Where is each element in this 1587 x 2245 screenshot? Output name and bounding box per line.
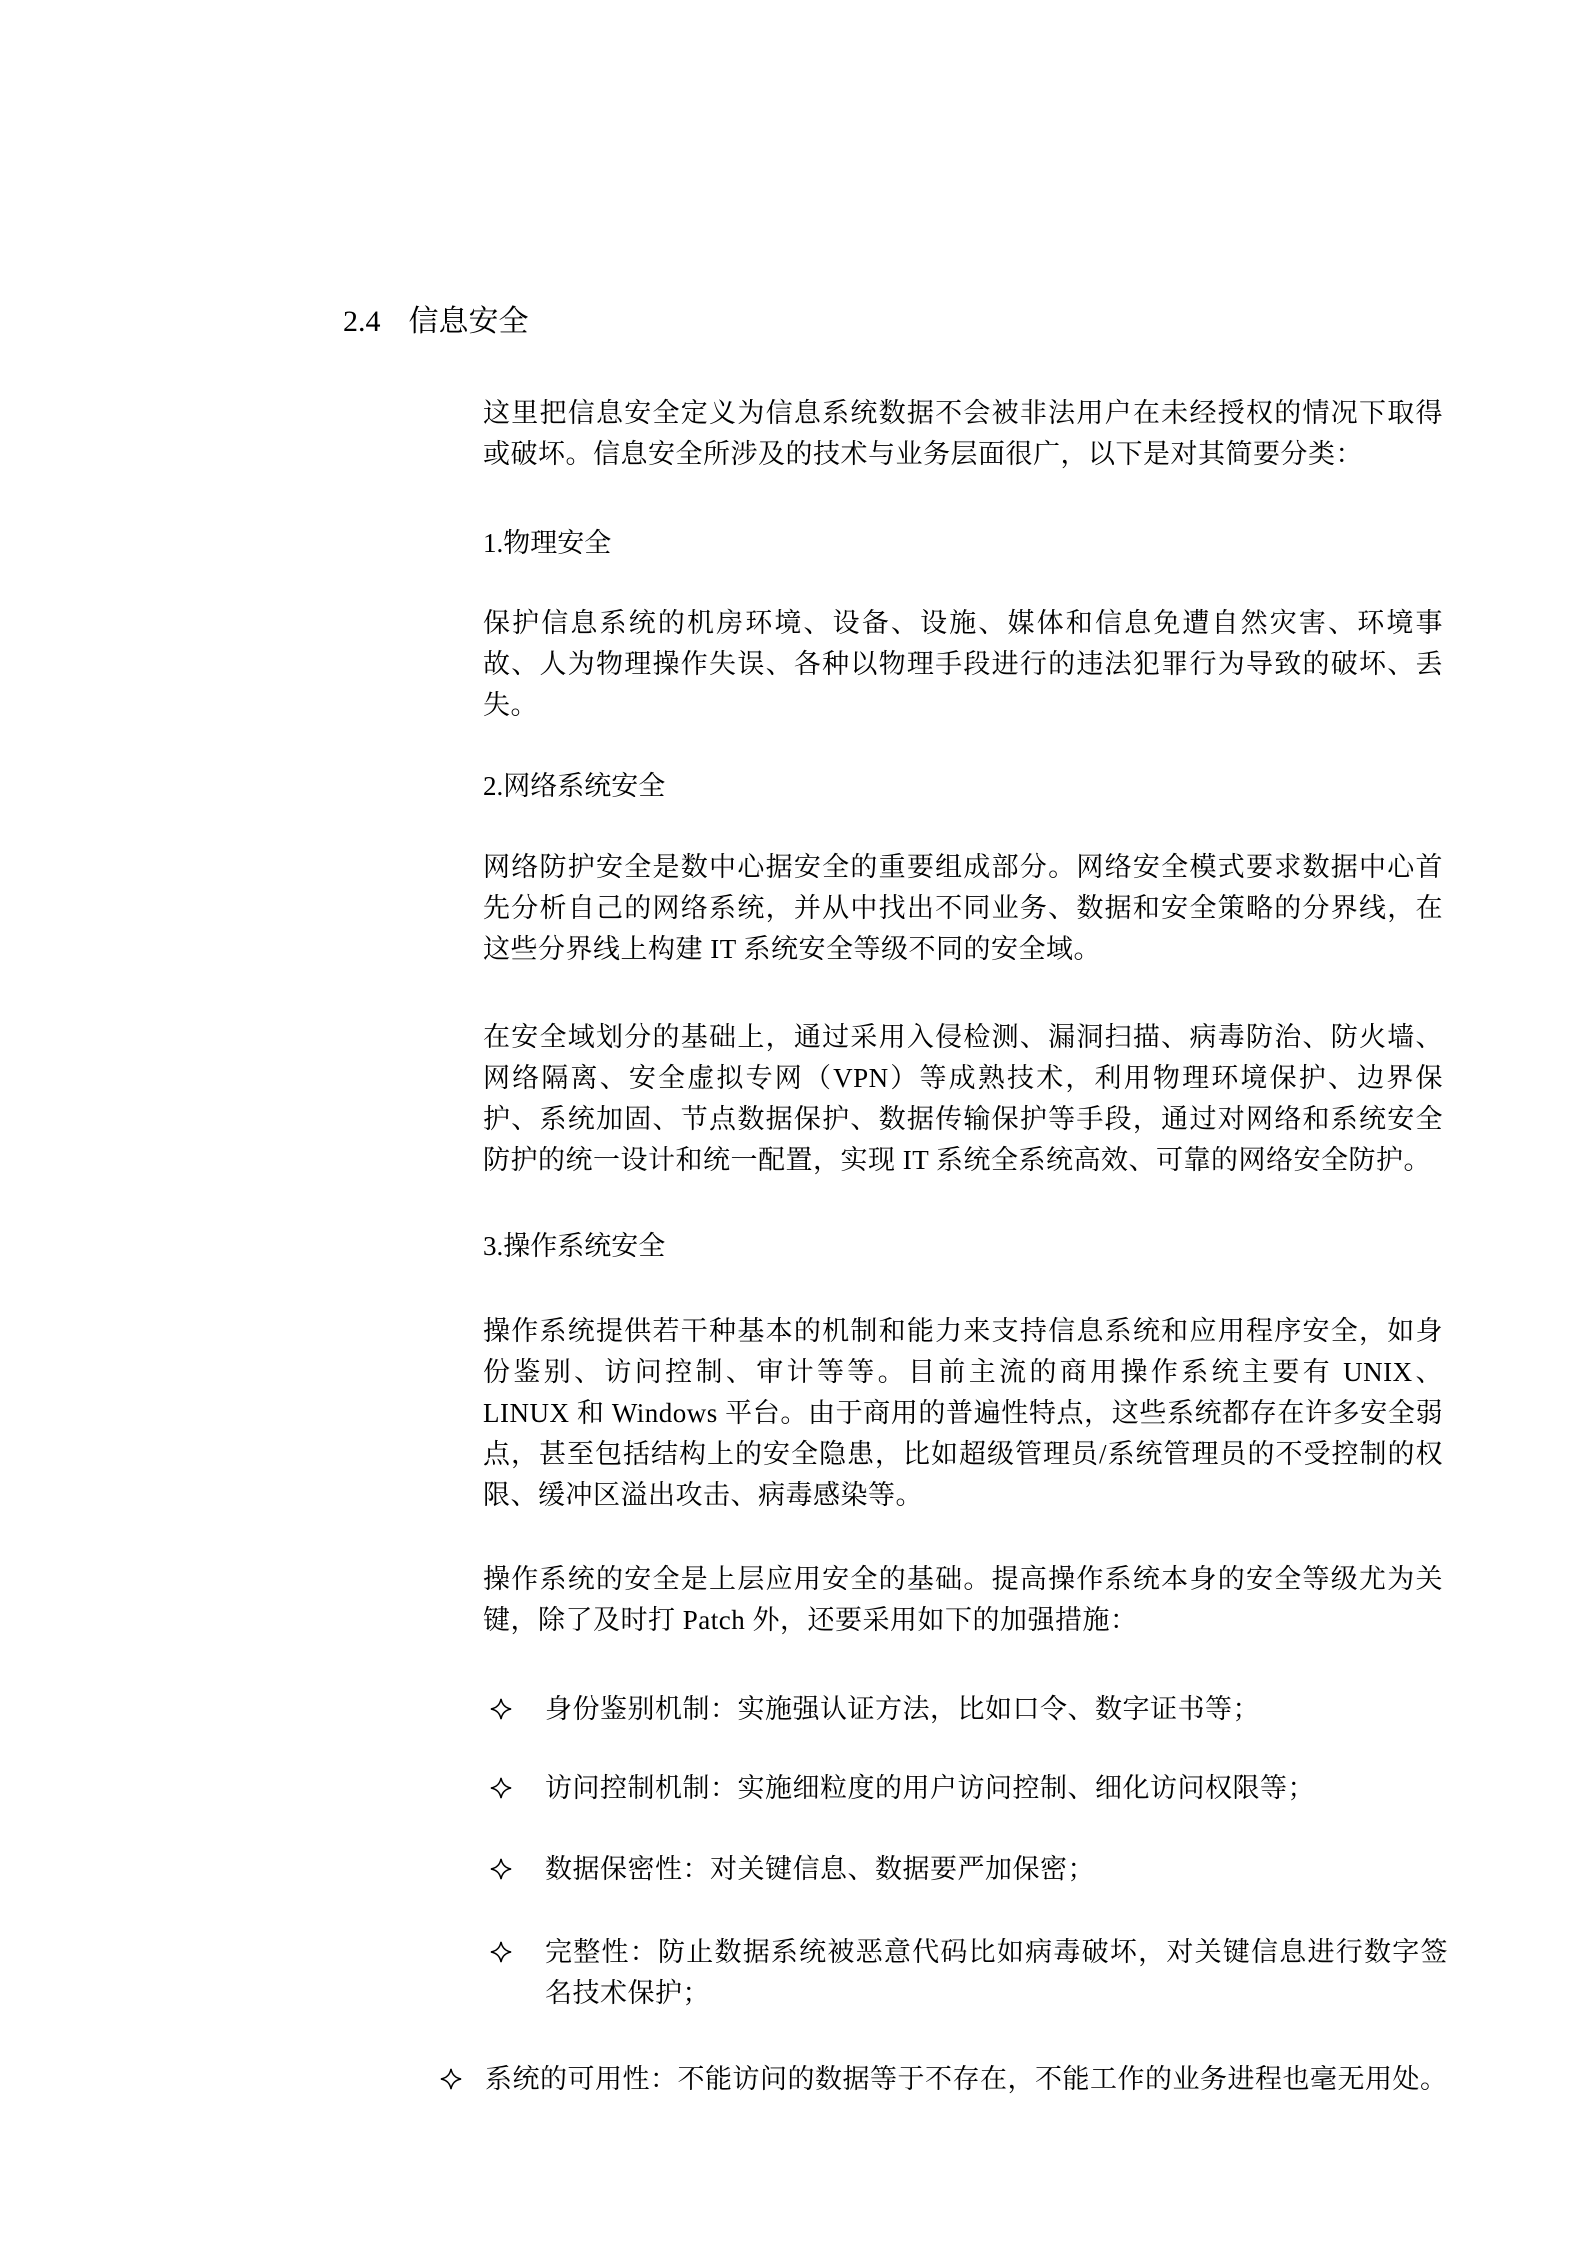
four-pointed-star-icon <box>440 2059 485 2090</box>
four-pointed-star-icon <box>490 1932 545 1963</box>
subsection-heading-network-security: 2.网络系统安全 <box>483 771 666 801</box>
bullet-item-access-control <box>490 1768 1448 1809</box>
four-pointed-star-icon <box>490 1689 545 1720</box>
subsection-heading-os-security: 3.操作系统安全 <box>483 1231 666 1261</box>
paragraph-os-security-1: 操作系统提供若干种基本的机制和能力来支持信息系统和应用程序安全，如身份鉴别、访问控制、审计等等。目前主流的商用操作系统主要有 UNIX、LINUX 和 Windows 平台。由于商用的普遍性特点，这些系统都存在许多安全弱点，甚至包括结构上的安全隐患，比如超级管理员/系统管理员的不受控制的权限、缓冲区溢出攻击、病毒感染等。 <box>483 1316 1443 1510</box>
heading-title: 信息安全 <box>408 305 529 338</box>
bullet-text: 数据保密性：对关键信息、数据要严加保密； <box>545 1854 1095 1884</box>
subsection-heading-physical-security: 1.物理安全 <box>483 528 612 558</box>
paragraph-physical-security: 保护信息系统的机房环境、设备、设施、媒体和信息免遭自然灾害、环境事故、人为物理操作失误、各种以物理手段进行的违法犯罪行为导致的破坏、丢失。 <box>483 608 1443 720</box>
bullet-text: 身份鉴别机制：实施强认证方法，比如口令、数字证书等； <box>545 1694 1260 1724</box>
paragraph-network-security-1: 网络防护安全是数中心据安全的重要组成部分。网络安全模式要求数据中心首先分析自己的网络系统，并从中找出不同业务、数据和安全策略的分界线，在这些分界线上构建 IT 系统安全等级不同的安全域。 <box>483 852 1443 964</box>
paragraph-network-security-2: 在安全域划分的基础上，通过采用入侵检测、漏洞扫描、病毒防治、防火墙、网络隔离、安全虚拟专网（VPN）等成熟技术，利用物理环境保护、边界保护、系统加固、节点数据保护、数据传输保护等手段，通过对网络和系统安全防护的统一设计和统一配置，实现 IT 系统全系统高效、可靠的网络安全防护。 <box>483 1022 1443 1175</box>
intro-paragraph: 这里把信息安全定义为信息系统数据不会被非法用户在未经授权的情况下取得或破坏。信息安全所涉及的技术与业务层面很广，以下是对其简要分类： <box>483 398 1443 469</box>
four-pointed-star-icon <box>490 1768 545 1799</box>
bullet-text: 系统的可用性：不能访问的数据等于不存在，不能工作的业务进程也毫无用处。 <box>485 2064 1448 2094</box>
bullet-text: 完整性：防止数据系统被恶意代码比如病毒破坏，对关键信息进行数字签名技术保护； <box>545 1937 1448 2008</box>
four-pointed-star-icon <box>490 1849 545 1880</box>
heading-number: 2.4 <box>343 305 381 338</box>
bullet-item-availability <box>440 2059 1448 2100</box>
bullet-item-integrity <box>490 1932 1448 2014</box>
paragraph-os-security-2: 操作系统的安全是上层应用安全的基础。提高操作系统本身的安全等级尤为关键，除了及时打 Patch 外，还要采用如下的加强措施： <box>483 1564 1443 1635</box>
bullet-item-identity <box>490 1689 1448 1730</box>
bullet-item-confidentiality <box>490 1849 1448 1890</box>
bullet-text: 访问控制机制：实施细粒度的用户访问控制、细化访问权限等； <box>545 1773 1315 1803</box>
page-title <box>343 302 1587 342</box>
